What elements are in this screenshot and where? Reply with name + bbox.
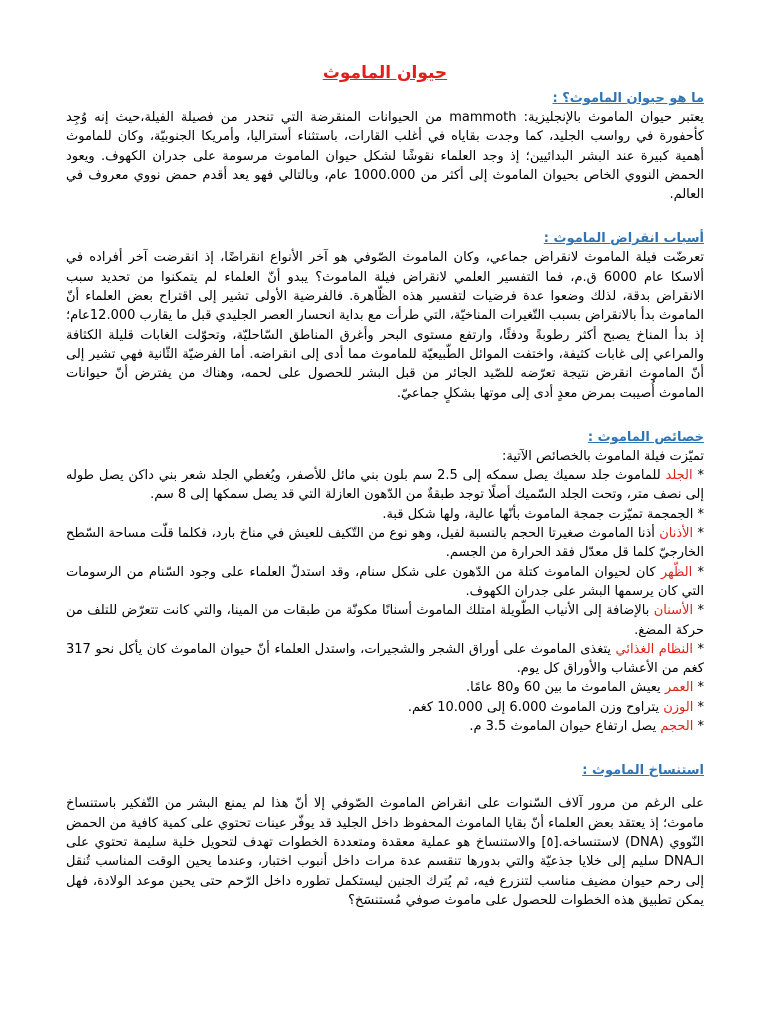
section-what-is-mammoth [66,90,704,204]
list-item-skin [66,466,704,505]
section-heading-what-is: ما هو حيوان الماموث؟ : [552,91,704,106]
bullet-mark: * [693,603,704,619]
section-extinction-causes [66,230,704,402]
document-title: حيوان الماموث [322,63,448,83]
feature-text: أذنا الماموث صغيرتا الحجم بالنسبة لفيل، وهو نوع من التّكيف للعيش في مناخ بارد، فكلما قلّت مساحة السّطح الخارجيّ كلما قل معدّل فقد الحرارة من الجسم. [66,526,704,561]
feature-key: النظام الغذائي [615,641,693,657]
feature-key: الأذنان [659,526,694,542]
section-characteristics [66,429,704,736]
characteristics-intro: تميّزت فيلة الماموث بالخصائص الآتية: [501,448,704,464]
feature-key: العمر [664,680,694,696]
list-item-age [66,678,704,697]
bullet-mark: * [692,641,704,657]
feature-key: الحجم [660,719,694,735]
feature-key: الوزن [663,699,694,715]
list-item-skull [66,505,704,524]
bullet-mark: * [692,468,704,484]
feature-text: يصل ارتفاع حيوان الماموث 3.5 م. [469,719,661,735]
section-body-what-is: يعتبر حيوان الماموث بالإنجليزية: mammoth من الحيوانات المنقرضة التي تنحدر من فصيلة الفيلة،حيث إنه وُجِد كأحفورة في رواسب الجليد، كما وجدت بقاياه في أغلب القارات، باستثناء أستراليا، وأمريكا الجنوبيّة، وكان للماموث أهمية كبيرة عند البشر البدائيين؛ إذ وجد العلماء نقوشًا لشكل حيوان الماموث مرسومة على جدران الكهوف. ويعود الحمض النووي الخاص بحيوان الماموث إلى أكثر من 1000.000 عام، وبالتالي فهو يعد أقدم حمض نووي معروف في العالم. [66,110,705,203]
section-cloning [66,762,704,910]
bullet-mark: * [693,526,704,542]
list-item-size [66,717,704,736]
section-heading-extinction: أسباب انقراض الماموث : [543,231,704,247]
feature-key: الأسنان [653,603,694,619]
bullet-mark: * [692,564,704,580]
bullet-mark: * [693,680,704,696]
list-item-teeth [66,601,704,640]
spacer [66,780,704,794]
section-body-cloning: على الرغم من مرور آلاف السّنوات على انقراض الماموث الصّوفي إلا أنّ هذا لم يمنع البشر من التّفكير باستنساخ ماموث؛ إذ يعتقد بعض العلماء أنّ بقايا الماموث المحفوظ داخل الجليد قد يوفّر عينات تحتوي على كمية كافية من الحمض النّووي (DNA) لاستنساخه.[٥] والاستنساخ هو عملية معقدة ومتعددة الخطوات تهدف لتحويل خلية سليمة تحتوي على الـDNA سليم إلى خلايا جذعيّة والتي بدورها تنقسم عدة مرات داخل أنبوب اختبار، وعندما يحين الوقت المناسب تُنقل إلى رحم حيوان مضيف مناسب لتنزرع فيه، ثم يُترك الجنين ليستكمل تطوره داخل الرّحم حتى يحين موعد الولادة، فهل يمكن تطبيق هذه الخطوات للحصول على ماموث صوفي مُستنسَخ؟ [66,796,705,908]
section-body-extinction: تعرضّت فيلة الماموث لانقراض جماعي، وكان الماموث الصّوفي هو آخر الأنواع انقراضًا، إذ انقرضت آخر أفراده في ألاسكا عام 6000 ق.م، فما التفسير العلمي لانقراض فيلة الماموث؟ يبدو أنّ العلماء لم يتمكنوا من تحديد سبب الانقراض بدقة، لذلك وضعوا عدة فرضيات لتفسير هذه الظّاهرة. فالفرضية الأولى تشير إلى اقتراح بعض العلماء أنّ الماموث بدأ بالانقراض بسبب التّغيرات المناخيّة، التي طرأت مع بداية انحسار العصر الجليدي قبل ما يقارب 12.000عام؛ إذ بدأ المناخ يصبح أكثر رطوبةً ودفئًا، وارتفع مستوى البحر وأغرق المناطق السّاحليّة، وتحوّلت الغابات قليلة الكثافة والمراعي إلى غابات كثيفة، واختفت الموائل الطّبيعيّة للماموث مما أدى إلى انقراضه. أما الفرضيّة الثّانية فهي تشير إلى أنّ الماموث انقرض نتيجة تعرّضه للصّيد الجائر من قبل البشر للحصول على لحمه، وهناك من يفترض أنّ حيوانات الماموث أُصيبت بمرض معدٍ أدى إلى موتها بشكلٍ جماعيّ. [66,250,704,401]
feature-text: الجمجمة تميّزت جمجة الماموث بأنّها عالية، ولها شكل قبة. [382,506,694,522]
section-heading-characteristics: خصائص الماموث : [587,429,704,445]
bullet-mark: * [693,699,704,715]
characteristics-list [66,466,704,736]
feature-text: يتراوح وزن الماموث 6.000 إلى 10.000 كغم. [407,699,664,715]
section-heading-cloning: استنساخ الماموث : [582,763,704,779]
list-item-weight [66,698,704,717]
feature-text: للماموث جلد سميك يصل سمكه إلى 2.5 سم بلون بني مائل للأصفر، ويُغطي الجلد شعر بني داكن يصل طوله إلى نصف متر، وتحت الجلد السّميك أصلًا توجد طبقةٌ من الدّهون العازلة التي قد يصل سمكها إلى 8 سم. [66,468,704,503]
list-item-diet [66,640,704,679]
feature-text: كان لحيوان الماموث كتلة من الدّهون على شكل سنام، وقد استدلّ العلماء على وجود السّنام من الرسومات التي كان يرسمها البشر على جدران الكهوف. [66,564,704,599]
feature-text: بالإضافة إلى الأنياب الطّويلة امتلك الماموث أسنانًا مكونّة من طبقات من المينا، والتي كانت تتعرّض للتلف من حركة المضغ. [66,603,704,638]
feature-text: يعيش الماموث ما بين 60 و80 عامًا. [465,680,665,696]
feature-key: الظّهر [660,564,693,580]
list-item-back [66,563,704,602]
feature-key: الجلد [665,468,693,484]
bullet-mark: * [693,719,704,735]
feature-text: يتغذى الماموث على أوراق الشجر والشجيرات، واستدل العلماء أنّ حيوان الماموث كان يأكل نحو 317 كغم من الأعشاب والأوراق كل يوم. [66,641,704,677]
list-item-ears [66,524,704,563]
bullet-mark: * [693,506,704,522]
